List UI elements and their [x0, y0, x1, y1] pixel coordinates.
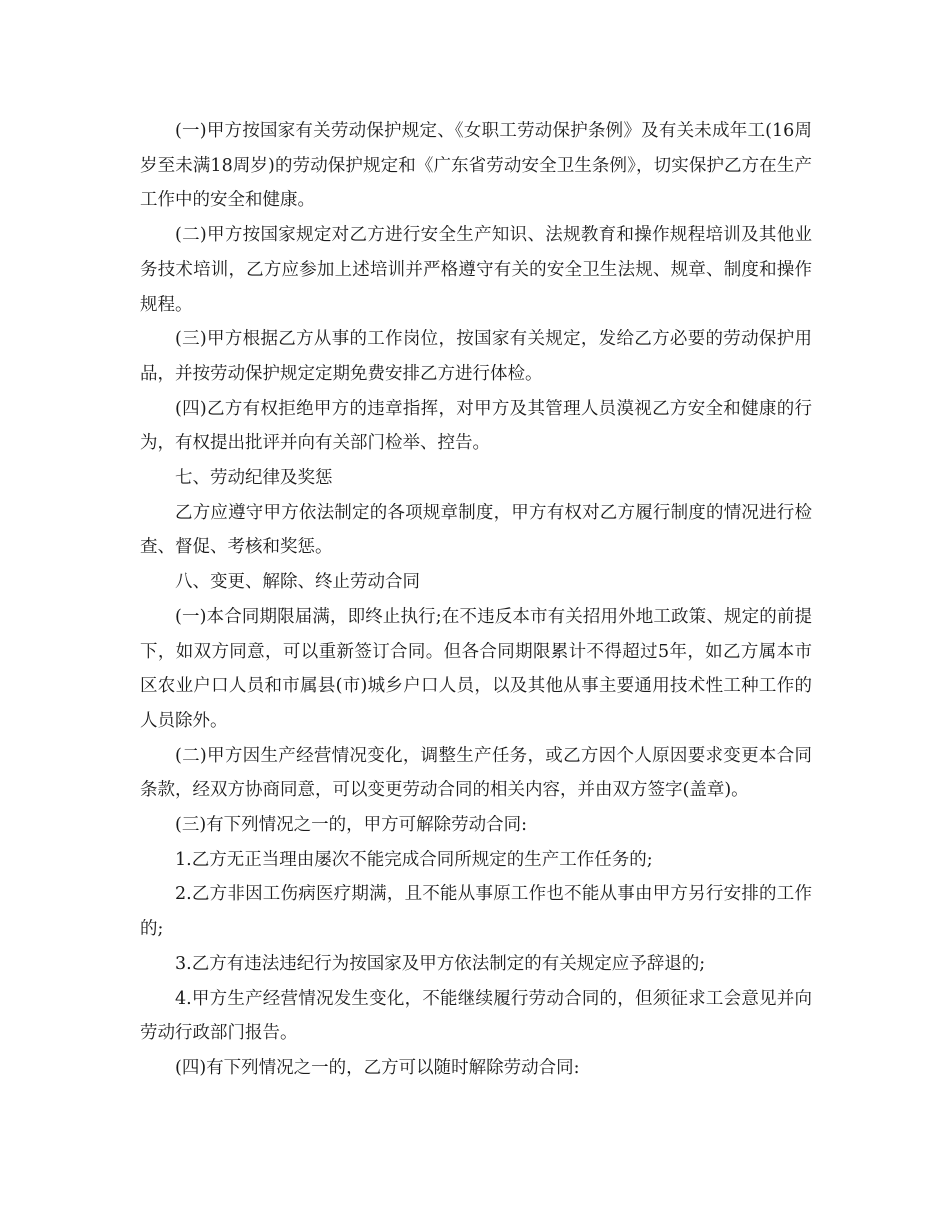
list-item-termination-3: 3.乙方有违法违纪行为按国家及甲方依法制定的有关规定应予辞退的;: [175, 953, 706, 974]
list-item-termination-4: 4.甲方生产经营情况发生变化，不能继续履行劳动合同的，但须征求工会意见并向劳动行政部门报告。: [140, 988, 812, 1044]
paragraph-contract-amendment: (二)甲方因生产经营情况变化，调整生产任务，或乙方因个人原因要求变更本合同条款，经双方协商同意，可以变更劳动合同的相关内容，并由双方签字(盖章)。: [140, 745, 812, 801]
section-heading-contract-change: 八、变更、解除、终止劳动合同: [175, 572, 420, 593]
document-body: [140, 114, 812, 1086]
paragraph-employer-termination: (三)有下列情况之一的，甲方可解除劳动合同:: [175, 815, 528, 836]
paragraph-contract-expiry: (一)本合同期限届满，即终止执行;在不违反本市有关招用外地工政策、规定的前提下，如双方同意，可以重新签订合同。但各合同期限累计不得超过5年，如乙方属本市区农业户口人员和市属县(市)城乡户口人员，以及其他从事主要通用技术性工种工作的人员除外。: [140, 606, 812, 731]
paragraph-rules-compliance: 乙方应遵守甲方依法制定的各项规章制度，甲方有权对乙方履行制度的情况进行检查、督促、考核和奖惩。: [140, 502, 812, 558]
section-heading-discipline: 七、劳动纪律及奖惩: [175, 468, 333, 489]
paragraph-refuse-violation: (四)乙方有权拒绝甲方的违章指挥，对甲方及其管理人员漠视乙方安全和健康的行为，有权提出批评并向有关部门检举、控告。: [140, 398, 812, 454]
paragraph-labor-protection: (一)甲方按国家有关劳动保护规定、《女职工劳动保护条例》及有关未成年工(16周岁至未满18周岁)的劳动保护规定和《广东省劳动安全卫生条例》，切实保护乙方在生产工作中的安全和健康。: [140, 121, 812, 211]
paragraph-employee-termination: (四)有下列情况之一的，乙方可以随时解除劳动合同:: [175, 1057, 580, 1078]
paragraph-safety-training: (二)甲方按国家规定对乙方进行安全生产知识、法规教育和操作规程培训及其他业务技术培训，乙方应参加上述培训并严格遵守有关的安全卫生法规、规章、制度和操作规程。: [140, 225, 812, 315]
list-item-termination-1: 1.乙方无正当理由屡次不能完成合同所规定的生产工作任务的;: [175, 849, 653, 870]
paragraph-protective-equipment: (三)甲方根据乙方从事的工作岗位，按国家有关规定，发给乙方必要的劳动保护用品，并按劳动保护规定定期免费安排乙方进行体检。: [140, 329, 812, 384]
list-item-termination-2: 2.乙方非因工伤病医疗期满，且不能从事原工作也不能从事由甲方另行安排的工作的;: [140, 884, 812, 940]
